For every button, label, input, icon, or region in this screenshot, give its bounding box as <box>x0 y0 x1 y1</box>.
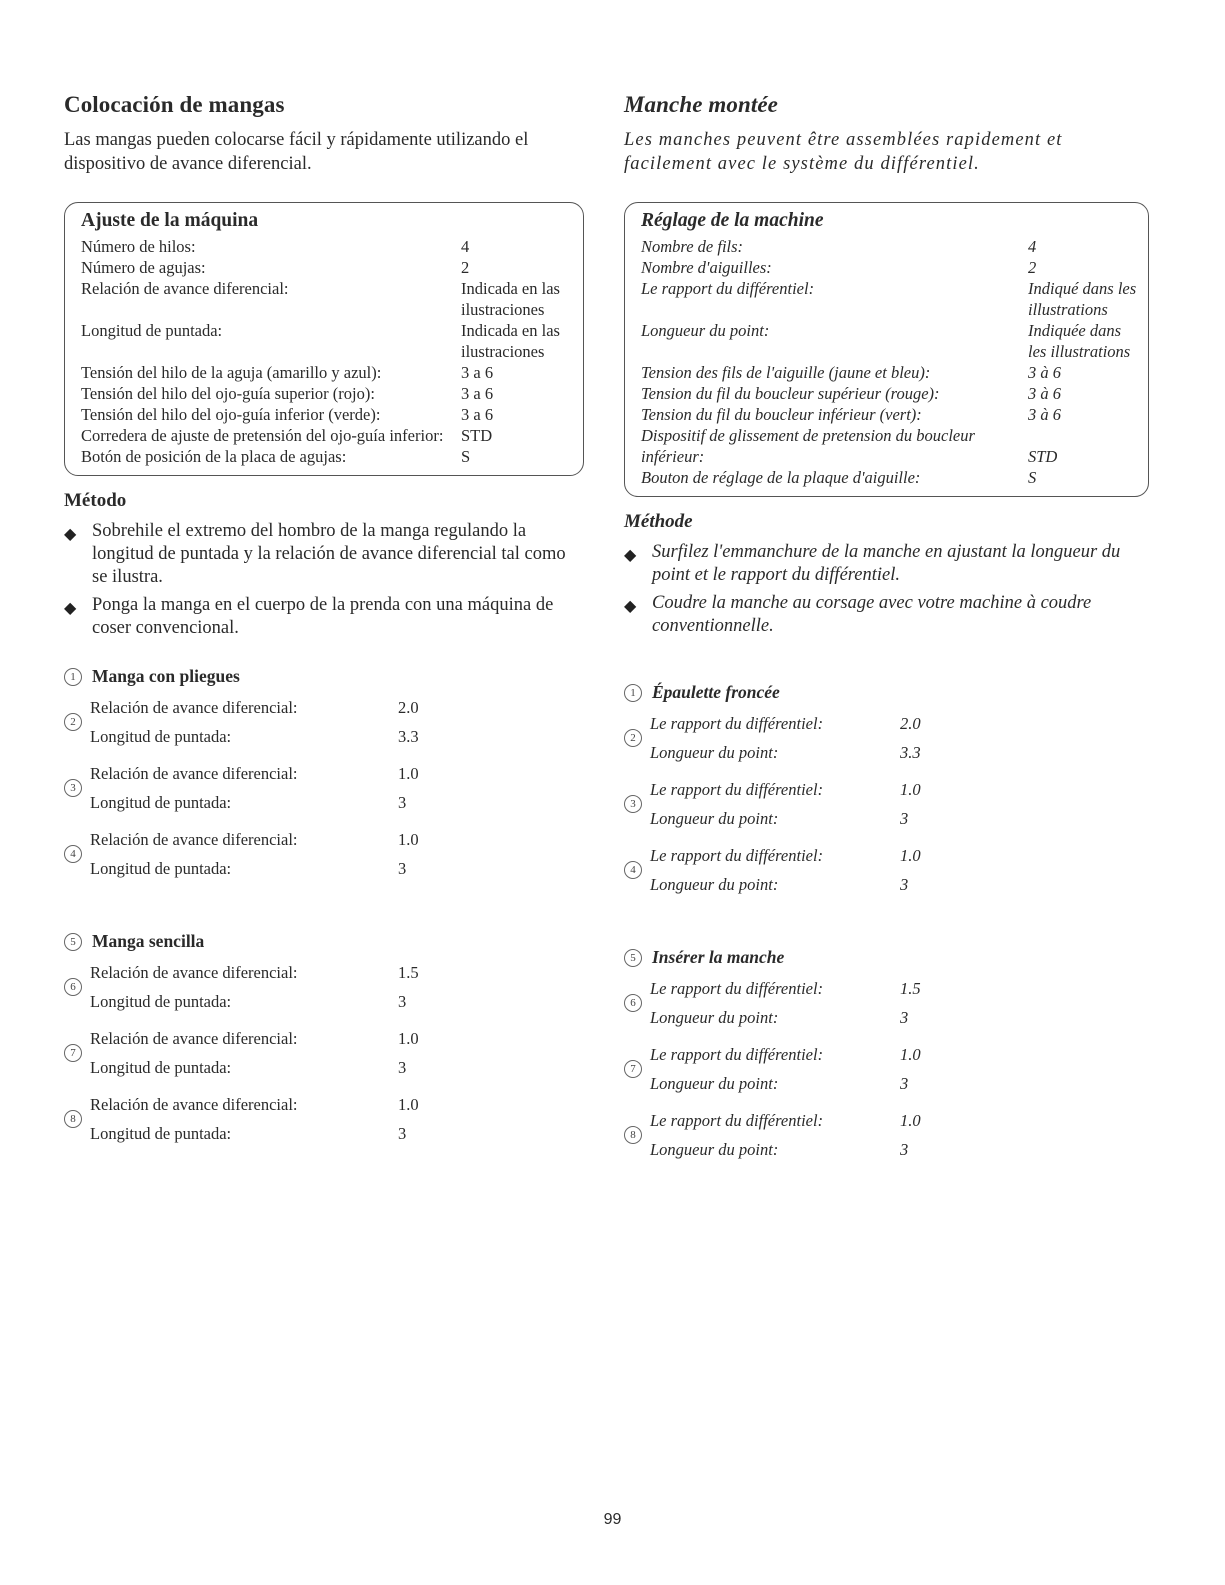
setting-pair <box>624 974 1149 1032</box>
setting-label: Número de hilos: <box>81 237 196 256</box>
settings-row <box>81 236 573 257</box>
step-text: Coudre la manche au corsage avec votre machine à coudre conventionnelle. <box>652 593 1092 636</box>
circled-number-icon: 2 <box>64 713 82 731</box>
setting-pair <box>624 775 1149 833</box>
setting-pair <box>624 1106 1149 1164</box>
circled-number-icon: 6 <box>624 994 642 1012</box>
setting-label: Botón de posición de la placa de agujas: <box>81 447 347 466</box>
ratio-label: Le rapport du différentiel: <box>650 780 824 799</box>
setting-label: Le rapport du différentiel: <box>641 279 815 298</box>
group-heading <box>624 947 1149 968</box>
length-label: Longitud de puntada: <box>90 992 232 1011</box>
length-label: Longueur du point: <box>650 743 779 762</box>
section-title: Colocación de mangas <box>64 92 285 117</box>
method-title: Método <box>64 490 127 511</box>
settings-row <box>641 320 1138 362</box>
setting-value: 3 à 6 <box>1028 405 1061 424</box>
setting-value: 3 a 6 <box>461 384 494 403</box>
ratio-label: Le rapport du différentiel: <box>650 1045 824 1064</box>
circled-number-icon: 4 <box>64 845 82 863</box>
spanish-column <box>64 92 584 1156</box>
length-label: Longueur du point: <box>650 1074 779 1093</box>
length-label: Longueur du point: <box>650 875 779 894</box>
simple-sleeve-group <box>64 931 584 1148</box>
pair-table <box>90 693 419 751</box>
length-value: 3 <box>900 875 909 894</box>
settings-row <box>81 425 573 446</box>
ratio-value: 1.5 <box>900 979 921 998</box>
settings-row <box>641 362 1138 383</box>
machine-settings-box <box>64 202 584 476</box>
setting-value: 4 <box>461 237 470 256</box>
settings-row <box>641 383 1138 404</box>
ratio-label: Le rapport du différentiel: <box>650 979 824 998</box>
length-label: Longitud de puntada: <box>90 727 232 746</box>
section-title: Manche montée <box>624 92 778 117</box>
settings-row <box>641 404 1138 425</box>
circled-number-icon: 1 <box>624 684 642 702</box>
circled-number-icon: 2 <box>624 729 642 747</box>
setting-label: Tensión del hilo del ojo-guía superior (rojo): <box>81 384 375 403</box>
group-title: Manga con pliegues <box>92 666 240 686</box>
setting-value: S <box>461 447 471 466</box>
group-heading <box>64 666 584 687</box>
list-item <box>64 520 584 589</box>
circled-number-icon: 6 <box>64 978 82 996</box>
list-item <box>624 541 1149 587</box>
setting-pair <box>624 1040 1149 1098</box>
pair-table <box>90 1090 419 1148</box>
setting-label: Nombre de fils: <box>641 237 744 256</box>
method-steps <box>624 541 1149 638</box>
length-label: Longitud de puntada: <box>90 1124 232 1143</box>
setting-label: Tension du fil du boucleur supérieur (rouge): <box>641 384 940 403</box>
ratio-label: Relación de avance diferencial: <box>90 698 298 717</box>
setting-value: 3 à 6 <box>1028 384 1061 403</box>
pair-table <box>650 1040 921 1098</box>
pair-table <box>650 775 921 833</box>
setting-pair <box>64 825 584 883</box>
ratio-label: Relación de avance diferencial: <box>90 830 298 849</box>
length-value: 3.3 <box>398 727 419 746</box>
machine-settings-box <box>624 202 1149 497</box>
ratio-value: 1.0 <box>398 1095 419 1114</box>
settings-row <box>641 425 1138 467</box>
setting-value: 3 a 6 <box>461 405 494 424</box>
setting-label: Relación de avance diferencial: <box>81 279 289 298</box>
ratio-value: 1.0 <box>900 846 921 865</box>
settings-row <box>81 383 573 404</box>
ratio-value: 1.0 <box>900 1045 921 1064</box>
settings-row <box>81 257 573 278</box>
length-value: 3 <box>900 809 909 828</box>
intro-text: Las mangas pueden colocarse fácil y rápidamente utilizando el dispositivo de avance diferencial. <box>64 130 529 174</box>
group-heading <box>64 931 584 952</box>
settings-row <box>81 362 573 383</box>
setting-pair <box>64 1090 584 1148</box>
group-heading <box>624 682 1149 703</box>
ratio-value: 2.0 <box>398 698 419 717</box>
step-text: Surfilez l'emmanchure de la manche en ajustant la longueur du point et le rapport du différentiel. <box>652 542 1121 585</box>
ratio-label: Relación de avance diferencial: <box>90 963 298 982</box>
length-label: Longitud de puntada: <box>90 859 232 878</box>
pair-table <box>90 825 419 883</box>
settings-title: Ajuste de la máquina <box>81 210 259 231</box>
ratio-label: Relación de avance diferencial: <box>90 764 298 783</box>
pleated-sleeve-group <box>64 666 584 883</box>
length-value: 3 <box>900 1140 909 1159</box>
step-text: Ponga la manga en el cuerpo de la prenda con una máquina de coser convencional. <box>92 595 554 638</box>
circled-number-icon: 8 <box>64 1110 82 1128</box>
length-label: Longitud de puntada: <box>90 793 232 812</box>
setting-label: Número de agujas: <box>81 258 206 277</box>
pair-table <box>90 958 419 1016</box>
setting-pair <box>64 693 584 751</box>
circled-number-icon: 1 <box>64 668 82 686</box>
setting-label: Dispositif de glissement de pretension du boucleur inférieur: <box>641 426 975 466</box>
length-label: Longueur du point: <box>650 1140 779 1159</box>
circled-number-icon: 3 <box>64 779 82 797</box>
setting-value: 3 à 6 <box>1028 363 1061 382</box>
length-value: 3 <box>398 793 407 812</box>
ratio-label: Le rapport du différentiel: <box>650 846 824 865</box>
pair-table <box>650 974 921 1032</box>
gathered-shoulder-group <box>624 682 1149 899</box>
group-title: Épaulette froncée <box>652 682 780 702</box>
ratio-value: 1.5 <box>398 963 419 982</box>
length-label: Longitud de puntada: <box>90 1058 232 1077</box>
ratio-label: Relación de avance diferencial: <box>90 1095 298 1114</box>
settings-row <box>81 404 573 425</box>
setting-label: Longitud de puntada: <box>81 321 223 340</box>
page-number: 99 <box>603 1511 622 1528</box>
setting-pair <box>64 1024 584 1082</box>
ratio-value: 1.0 <box>900 780 921 799</box>
group-title: Insérer la manche <box>652 947 785 967</box>
diamond-bullet-icon: ◆ <box>64 600 77 617</box>
ratio-label: Le rapport du différentiel: <box>650 1111 824 1130</box>
circled-number-icon: 3 <box>624 795 642 813</box>
settings-row <box>81 446 573 467</box>
insert-sleeve-group <box>624 947 1149 1164</box>
setting-pair <box>64 958 584 1016</box>
settings-row <box>81 320 573 362</box>
setting-label: Corredera de ajuste de pretensión del ojo-guía inferior: <box>81 426 444 445</box>
setting-label: Nombre d'aiguilles: <box>641 258 772 277</box>
diamond-bullet-icon: ◆ <box>64 526 77 543</box>
intro-text: Les manches peuvent être assemblées rapidement et facilement avec le système du différentiel. <box>624 130 1063 174</box>
setting-value: S <box>1028 468 1037 487</box>
setting-value: Indiqué dans les illustrations <box>1028 279 1137 319</box>
setting-value: Indiquée dans les illustrations <box>1028 321 1131 361</box>
length-value: 3 <box>398 1058 407 1077</box>
length-value: 3 <box>398 1124 407 1143</box>
settings-row <box>81 278 573 320</box>
setting-value: STD <box>461 426 493 445</box>
settings-row <box>641 467 1138 488</box>
setting-label: Tension des fils de l'aiguille (jaune et bleu): <box>641 363 931 382</box>
french-column <box>624 92 1149 1172</box>
step-text: Sobrehile el extremo del hombro de la manga regulando la longitud de puntada y la relación de avance diferencial tal como se ilustra. <box>92 521 566 587</box>
setting-value: 3 a 6 <box>461 363 494 382</box>
pair-table <box>90 1024 419 1082</box>
setting-value: 2 <box>461 258 470 277</box>
method-title: Méthode <box>624 511 693 532</box>
circled-number-icon: 7 <box>64 1044 82 1062</box>
setting-value: STD <box>1028 447 1058 466</box>
circled-number-icon: 7 <box>624 1060 642 1078</box>
length-value: 3 <box>398 992 407 1011</box>
setting-value: Indicada en las ilustraciones <box>461 321 560 361</box>
length-value: 3 <box>900 1074 909 1093</box>
diamond-bullet-icon: ◆ <box>624 598 637 615</box>
setting-pair <box>64 759 584 817</box>
method-steps <box>64 520 584 640</box>
settings-title: Réglage de la machine <box>641 210 824 231</box>
settings-row <box>641 236 1138 257</box>
setting-pair <box>624 841 1149 899</box>
settings-row <box>641 257 1138 278</box>
setting-value: Indicada en las ilustraciones <box>461 279 560 319</box>
ratio-value: 1.0 <box>398 830 419 849</box>
circled-number-icon: 4 <box>624 861 642 879</box>
pair-table <box>650 1106 921 1164</box>
setting-label: Tension du fil du boucleur inférieur (vert): <box>641 405 922 424</box>
ratio-label: Le rapport du différentiel: <box>650 714 824 733</box>
group-title: Manga sencilla <box>92 931 205 951</box>
setting-label: Bouton de réglage de la plaque d'aiguille: <box>641 468 921 487</box>
ratio-label: Relación de avance diferencial: <box>90 1029 298 1048</box>
circled-number-icon: 8 <box>624 1126 642 1144</box>
ratio-value: 1.0 <box>900 1111 921 1130</box>
setting-pair <box>624 709 1149 767</box>
circled-number-icon: 5 <box>624 949 642 967</box>
diamond-bullet-icon: ◆ <box>624 547 637 564</box>
length-value: 3.3 <box>900 743 921 762</box>
ratio-value: 1.0 <box>398 764 419 783</box>
setting-value: 4 <box>1028 237 1037 256</box>
settings-row <box>641 278 1138 320</box>
settings-table <box>641 236 1138 488</box>
circled-number-icon: 5 <box>64 933 82 951</box>
ratio-value: 1.0 <box>398 1029 419 1048</box>
setting-value: 2 <box>1028 258 1037 277</box>
setting-label: Tensión del hilo de la aguja (amarillo y azul): <box>81 363 382 382</box>
list-item <box>624 592 1149 638</box>
pair-table <box>650 709 921 767</box>
setting-label: Tensión del hilo del ojo-guía inferior (verde): <box>81 405 381 424</box>
length-label: Longueur du point: <box>650 1008 779 1027</box>
pair-table <box>650 841 921 899</box>
settings-table <box>81 236 573 467</box>
length-value: 3 <box>900 1008 909 1027</box>
pair-table <box>90 759 419 817</box>
setting-label: Longueur du point: <box>641 321 770 340</box>
list-item <box>64 594 584 640</box>
length-label: Longueur du point: <box>650 809 779 828</box>
ratio-value: 2.0 <box>900 714 921 733</box>
length-value: 3 <box>398 859 407 878</box>
